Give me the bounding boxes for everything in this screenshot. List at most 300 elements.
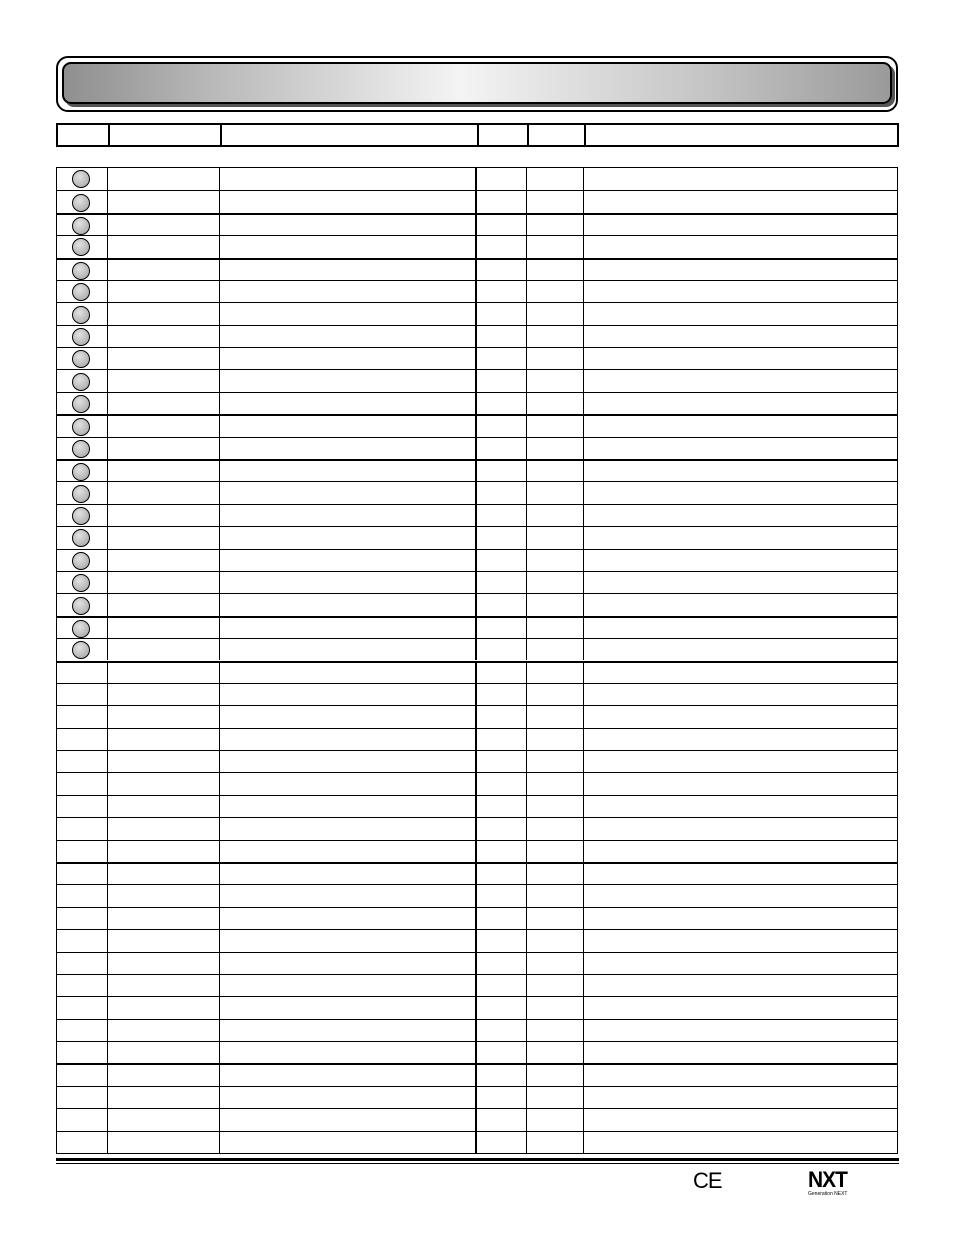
cell-unit (527, 1087, 584, 1108)
table-row (57, 1108, 897, 1130)
cell-notes (584, 438, 897, 459)
cell-part-number (108, 706, 220, 727)
cell-ref (57, 191, 108, 212)
cell-description (220, 1065, 477, 1085)
cell-notes (584, 168, 897, 190)
cell-part-number (108, 236, 220, 257)
cell-qty (477, 618, 527, 638)
cell-ref (57, 751, 108, 772)
cell-ref (57, 796, 108, 817)
table-row (57, 414, 897, 436)
cell-unit (527, 706, 584, 727)
cell-part-number (108, 1109, 220, 1130)
cell-unit (527, 461, 584, 481)
ref-bubble-icon (72, 418, 90, 436)
ref-bubble-icon (72, 463, 90, 481)
cell-part-number (108, 930, 220, 951)
cell-qty (477, 370, 527, 391)
cell-part-number (108, 1042, 220, 1063)
table-row (57, 1019, 897, 1041)
cell-ref (57, 594, 108, 615)
cell-description (220, 348, 477, 369)
ref-bubble-icon (72, 641, 90, 659)
table-row (57, 862, 897, 884)
cell-qty (477, 908, 527, 929)
cell-notes (584, 326, 897, 347)
cell-qty (477, 841, 527, 862)
cell-ref (57, 393, 108, 414)
cell-unit (527, 796, 584, 817)
cell-notes (584, 215, 897, 235)
cell-qty (477, 281, 527, 302)
ref-bubble-icon (72, 529, 90, 547)
cell-part-number (108, 1132, 220, 1153)
cell-unit (527, 885, 584, 906)
cell-qty (477, 236, 527, 257)
cell-unit (527, 1020, 584, 1041)
table-row (57, 1086, 897, 1108)
cell-description (220, 461, 477, 481)
ref-bubble-icon (72, 620, 90, 638)
table-row (57, 661, 897, 683)
cell-qty (477, 953, 527, 974)
nxt-logo (808, 1169, 856, 1203)
cell-description (220, 1109, 477, 1130)
cell-ref (57, 461, 108, 481)
cell-qty (477, 438, 527, 459)
cell-notes (584, 550, 897, 571)
cell-qty (477, 505, 527, 526)
cell-unit (527, 505, 584, 526)
table-row (57, 750, 897, 772)
cell-notes (584, 505, 897, 526)
cell-qty (477, 527, 527, 548)
cell-description (220, 1020, 477, 1041)
table-row (57, 504, 897, 526)
cell-qty (477, 416, 527, 436)
table-row (57, 884, 897, 906)
cell-notes (584, 348, 897, 369)
cell-part-number (108, 975, 220, 996)
cell-description (220, 236, 477, 257)
cell-qty (477, 1020, 527, 1041)
table-row (57, 481, 897, 503)
nxt-logo-text: NXT (808, 1167, 847, 1192)
cell-part-number (108, 1020, 220, 1041)
cell-ref (57, 908, 108, 929)
table-row (57, 817, 897, 839)
cell-ref (57, 1065, 108, 1085)
cell-unit (527, 348, 584, 369)
cell-description (220, 416, 477, 436)
cell-unit (527, 370, 584, 391)
cell-unit (527, 953, 584, 974)
cell-part-number (108, 1087, 220, 1108)
table-row (57, 772, 897, 794)
cell-qty (477, 572, 527, 593)
cell-description (220, 908, 477, 929)
cell-ref (57, 1087, 108, 1108)
cell-notes (584, 416, 897, 436)
cell-description (220, 1132, 477, 1153)
cell-notes (584, 818, 897, 839)
cell-ref (57, 639, 108, 660)
cell-description (220, 326, 477, 347)
table-row (57, 168, 897, 190)
ref-bubble-icon (72, 373, 90, 391)
cell-description (220, 505, 477, 526)
ce-mark-icon: CE (693, 1168, 722, 1193)
ref-bubble-icon (72, 262, 90, 280)
cell-ref (57, 550, 108, 571)
cell-notes (584, 281, 897, 302)
cell-ref (57, 482, 108, 503)
cell-ref (57, 348, 108, 369)
table-row (57, 840, 897, 862)
header-unit (529, 125, 586, 145)
table-row (57, 280, 897, 302)
cell-part-number (108, 864, 220, 884)
cell-qty (477, 303, 527, 324)
cell-description (220, 663, 477, 683)
cell-part-number (108, 348, 220, 369)
cell-unit (527, 751, 584, 772)
cell-unit (527, 1109, 584, 1130)
cell-part-number (108, 370, 220, 391)
cell-notes (584, 796, 897, 817)
title-banner (56, 56, 898, 112)
cell-unit (527, 908, 584, 929)
cell-ref (57, 997, 108, 1018)
cell-ref (57, 1020, 108, 1041)
table-row (57, 1041, 897, 1063)
cell-qty (477, 663, 527, 683)
cell-description (220, 1087, 477, 1108)
cell-part-number (108, 953, 220, 974)
ref-bubble-icon (72, 485, 90, 503)
cell-qty (477, 639, 527, 660)
cell-unit (527, 236, 584, 257)
cell-notes (584, 997, 897, 1018)
cell-ref (57, 930, 108, 951)
table-row (57, 996, 897, 1018)
cell-part-number (108, 326, 220, 347)
cell-qty (477, 550, 527, 571)
cell-description (220, 773, 477, 794)
table-row (57, 616, 897, 638)
cell-qty (477, 1132, 527, 1153)
cell-unit (527, 663, 584, 683)
cell-qty (477, 1065, 527, 1085)
cell-ref (57, 1042, 108, 1063)
cell-qty (477, 348, 527, 369)
cell-qty (477, 393, 527, 414)
cell-notes (584, 953, 897, 974)
cell-ref (57, 818, 108, 839)
cell-notes (584, 930, 897, 951)
ref-bubble-icon (72, 328, 90, 346)
ref-bubble-icon (72, 350, 90, 368)
cell-description (220, 930, 477, 951)
cell-unit (527, 281, 584, 302)
cell-description (220, 706, 477, 727)
cell-part-number (108, 281, 220, 302)
cell-unit (527, 618, 584, 638)
cell-unit (527, 773, 584, 794)
cell-qty (477, 215, 527, 235)
cell-part-number (108, 841, 220, 862)
cell-part-number (108, 639, 220, 660)
cell-description (220, 684, 477, 705)
cell-notes (584, 639, 897, 660)
cell-qty (477, 168, 527, 190)
cell-description (220, 370, 477, 391)
cell-unit (527, 482, 584, 503)
header-qty (479, 125, 529, 145)
ref-bubble-icon (72, 597, 90, 615)
cell-unit (527, 864, 584, 884)
cell-description (220, 975, 477, 996)
ref-bubble-icon (72, 440, 90, 458)
cell-qty (477, 975, 527, 996)
table-row (57, 593, 897, 615)
cell-part-number (108, 303, 220, 324)
table-row (57, 369, 897, 391)
cell-qty (477, 482, 527, 503)
cell-notes (584, 370, 897, 391)
cell-description (220, 281, 477, 302)
cell-description (220, 303, 477, 324)
cell-description (220, 572, 477, 593)
table-row (57, 258, 897, 280)
cell-description (220, 953, 477, 974)
cell-ref (57, 1109, 108, 1130)
cell-notes (584, 751, 897, 772)
table-row (57, 638, 897, 660)
cell-description (220, 729, 477, 750)
cell-ref (57, 168, 108, 190)
cell-notes (584, 706, 897, 727)
cell-qty (477, 1109, 527, 1130)
cell-notes (584, 572, 897, 593)
cell-description (220, 997, 477, 1018)
cell-qty (477, 461, 527, 481)
cell-unit (527, 841, 584, 862)
cell-notes (584, 594, 897, 615)
cell-ref (57, 215, 108, 235)
cell-unit (527, 930, 584, 951)
cell-part-number (108, 796, 220, 817)
cell-description (220, 864, 477, 884)
cell-unit (527, 260, 584, 280)
cell-part-number (108, 505, 220, 526)
cell-notes (584, 618, 897, 638)
table-row (57, 325, 897, 347)
cell-notes (584, 663, 897, 683)
cell-notes (584, 1020, 897, 1041)
cell-ref (57, 953, 108, 974)
cell-ref (57, 618, 108, 638)
cell-ref (57, 370, 108, 391)
ref-bubble-icon (72, 574, 90, 592)
table-row (57, 392, 897, 414)
ref-bubble-icon (72, 507, 90, 525)
cell-part-number (108, 818, 220, 839)
cell-notes (584, 527, 897, 548)
table-row (57, 705, 897, 727)
cell-part-number (108, 684, 220, 705)
cell-notes (584, 1065, 897, 1085)
cell-part-number (108, 260, 220, 280)
cell-qty (477, 191, 527, 212)
cell-qty (477, 1042, 527, 1063)
cell-unit (527, 1065, 584, 1085)
cell-part-number (108, 729, 220, 750)
cell-description (220, 438, 477, 459)
table-row (57, 974, 897, 996)
cell-description (220, 527, 477, 548)
cell-unit (527, 684, 584, 705)
cell-part-number (108, 572, 220, 593)
table-row (57, 952, 897, 974)
cell-qty (477, 773, 527, 794)
cell-ref (57, 326, 108, 347)
ref-bubble-icon (72, 217, 90, 235)
cell-qty (477, 997, 527, 1018)
cell-qty (477, 930, 527, 951)
cell-notes (584, 975, 897, 996)
cell-part-number (108, 773, 220, 794)
cell-notes (584, 684, 897, 705)
cell-notes (584, 393, 897, 414)
cell-unit (527, 393, 584, 414)
cell-unit (527, 572, 584, 593)
cell-description (220, 639, 477, 660)
cell-description (220, 260, 477, 280)
cell-qty (477, 684, 527, 705)
footer-rule-thick (56, 1158, 899, 1161)
cell-notes (584, 1109, 897, 1130)
table-row (57, 235, 897, 257)
cell-ref (57, 885, 108, 906)
ref-bubble-icon (72, 283, 90, 301)
table-row (57, 549, 897, 571)
header-ref (58, 125, 110, 145)
cell-part-number (108, 416, 220, 436)
parts-table (56, 167, 898, 1154)
cell-ref (57, 527, 108, 548)
table-row (57, 213, 897, 235)
cell-unit (527, 215, 584, 235)
cell-notes (584, 1042, 897, 1063)
cell-description (220, 215, 477, 235)
cell-qty (477, 260, 527, 280)
cell-qty (477, 1087, 527, 1108)
cell-unit (527, 527, 584, 548)
cell-ref (57, 773, 108, 794)
cell-unit (527, 168, 584, 190)
cell-notes (584, 1087, 897, 1108)
cell-qty (477, 326, 527, 347)
cell-ref (57, 572, 108, 593)
cell-part-number (108, 461, 220, 481)
cell-description (220, 1042, 477, 1063)
header-part-number (110, 125, 222, 145)
nxt-logo-tagline: Generation NEXT (808, 1191, 848, 1197)
cell-notes (584, 191, 897, 212)
cell-part-number (108, 393, 220, 414)
cell-ref (57, 663, 108, 683)
cell-unit (527, 438, 584, 459)
cell-ref (57, 438, 108, 459)
cell-unit (527, 191, 584, 212)
cell-notes (584, 236, 897, 257)
table-row (57, 347, 897, 369)
cell-notes (584, 1132, 897, 1153)
cell-ref (57, 841, 108, 862)
cell-ref (57, 505, 108, 526)
cell-notes (584, 482, 897, 503)
cell-ref (57, 975, 108, 996)
cell-description (220, 796, 477, 817)
ref-bubble-icon (72, 170, 90, 188)
table-row (57, 728, 897, 750)
table-row (57, 459, 897, 481)
cell-notes (584, 260, 897, 280)
cell-ref (57, 1132, 108, 1153)
table-row (57, 907, 897, 929)
cell-part-number (108, 618, 220, 638)
cell-part-number (108, 215, 220, 235)
ref-bubble-icon (72, 194, 90, 212)
cell-notes (584, 885, 897, 906)
cell-description (220, 618, 477, 638)
cell-notes (584, 773, 897, 794)
ref-bubble-icon (72, 552, 90, 570)
cell-unit (527, 326, 584, 347)
cell-description (220, 550, 477, 571)
cell-qty (477, 706, 527, 727)
table-row (57, 571, 897, 593)
cell-description (220, 751, 477, 772)
cell-notes (584, 864, 897, 884)
cell-unit (527, 975, 584, 996)
table-row (57, 795, 897, 817)
cell-part-number (108, 168, 220, 190)
cell-part-number (108, 438, 220, 459)
cell-part-number (108, 191, 220, 212)
cell-description (220, 594, 477, 615)
cell-notes (584, 303, 897, 324)
cell-ref (57, 864, 108, 884)
cell-part-number (108, 1065, 220, 1085)
cell-part-number (108, 885, 220, 906)
cell-ref (57, 729, 108, 750)
cell-part-number (108, 594, 220, 615)
cell-qty (477, 751, 527, 772)
cell-unit (527, 1042, 584, 1063)
cell-part-number (108, 908, 220, 929)
cell-ref (57, 706, 108, 727)
cell-notes (584, 461, 897, 481)
cell-notes (584, 908, 897, 929)
cell-description (220, 393, 477, 414)
cell-unit (527, 997, 584, 1018)
cell-unit (527, 416, 584, 436)
cell-unit (527, 818, 584, 839)
cell-part-number (108, 997, 220, 1018)
cell-ref (57, 416, 108, 436)
